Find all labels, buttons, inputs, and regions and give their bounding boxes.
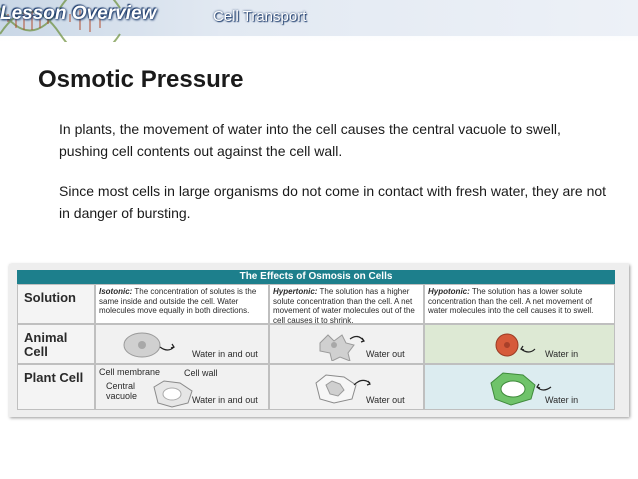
plant-cell-plasmolyzed-illustration [310, 371, 374, 407]
isotonic-term: Isotonic: [99, 287, 133, 296]
hypotonic-description [424, 284, 615, 324]
lesson-overview-title: Lesson Overview [0, 3, 157, 24]
animal-hypertonic-label: Water out [366, 349, 405, 359]
slide-header [0, 0, 638, 42]
animal-hypotonic-cell [424, 324, 615, 364]
plant-isotonic-cell [95, 364, 269, 410]
plant-hypertonic-cell [269, 364, 424, 410]
isotonic-text: The concentration of solutes is the same inside and outside the cell. Water molecules move equally in both directions. [99, 287, 257, 315]
cell-membrane-label: Cell membrane [99, 367, 161, 377]
plant-hypotonic-cell [424, 364, 615, 410]
figure-title-bar [17, 270, 615, 284]
animal-isotonic-label: Water in and out [192, 349, 258, 359]
animal-cell-normal-illustration [116, 329, 176, 361]
animal-cell-swollen-illustration [485, 329, 545, 361]
isotonic-description [95, 284, 269, 324]
animal-isotonic-cell [95, 324, 269, 364]
osmosis-table [17, 270, 615, 410]
plant-cell-normal-illustration [148, 377, 198, 409]
row-label-solution: Solution [17, 284, 95, 324]
plant-isotonic-label: Water in and out [192, 395, 258, 405]
hypertonic-description [269, 284, 424, 324]
row-label-plant-cell: Plant Cell [17, 364, 95, 410]
figure-title: The Effects of Osmosis on Cells [239, 271, 393, 282]
animal-hypertonic-cell [269, 324, 424, 364]
plant-hypertonic-label: Water out [366, 395, 405, 405]
topic-title: Cell Transport [213, 8, 307, 25]
paragraph-1: In plants, the movement of water into the cell causes the central vacuole to swell, pushing cell contents out against the cell wall. [59, 121, 561, 159]
plant-hypotonic-label: Water in [545, 395, 579, 405]
central-vacuole-label: Central vacuole [106, 381, 138, 401]
hypotonic-text: The solution has a lower solute concentration than the cell. A net movement of water molecules into the cell causes it to swell. [428, 287, 594, 315]
row-label-animal-cell: Animal Cell [17, 324, 95, 364]
animal-hypotonic-label: Water in [545, 349, 579, 359]
paragraph-2: Since most cells in large organisms do not come in contact with fresh water, they are not in danger of bursting. [59, 183, 607, 221]
hypertonic-text: The solution has a higher solute concentration than the cell. A net movement of water molecules out of the cell causes it to shrink. [273, 287, 415, 325]
cell-wall-label: Cell wall [184, 368, 218, 378]
hypertonic-term: Hypertonic: [273, 287, 318, 296]
page-title: Osmotic Pressure [38, 66, 244, 93]
hypotonic-term: Hypotonic: [428, 287, 470, 296]
animal-cell-shrunken-illustration [310, 329, 370, 361]
